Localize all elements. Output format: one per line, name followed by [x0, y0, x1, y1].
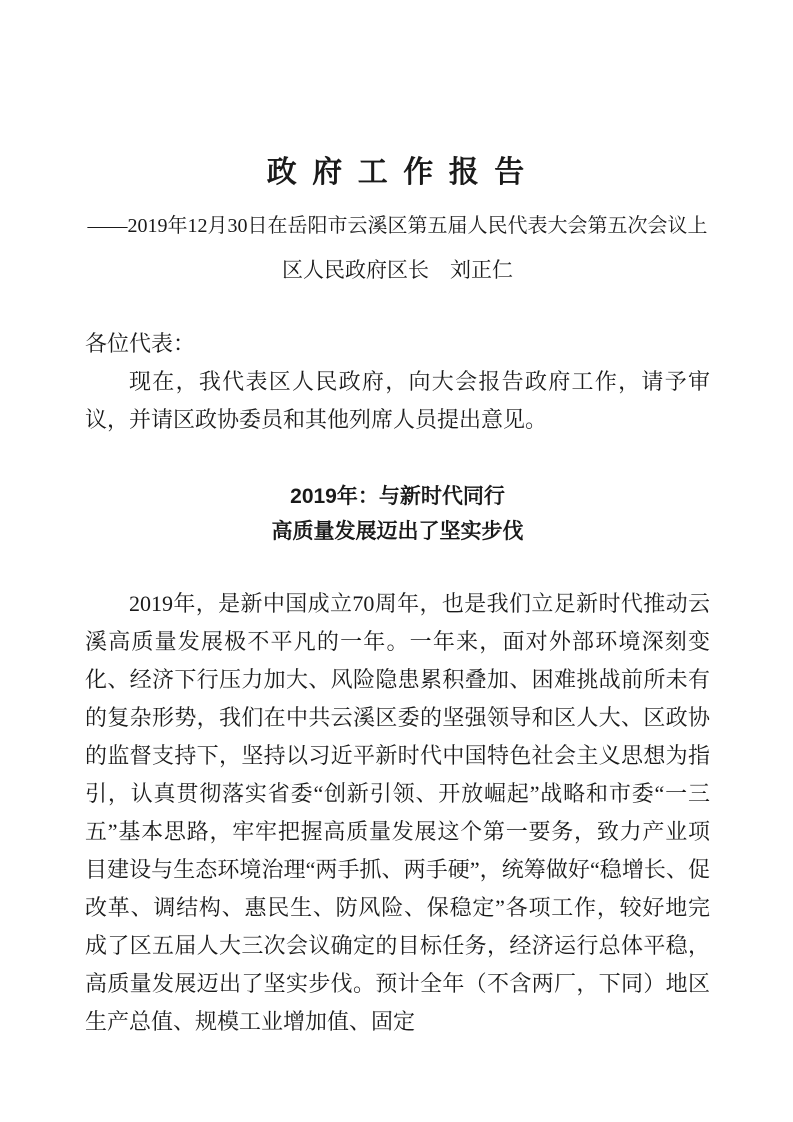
section-heading	[85, 479, 710, 549]
document-subtitle: ——2019年12月30日在岳阳市云溪区第五届人民代表大会第五次会议上	[87, 215, 708, 237]
body-paragraph: 2019年，是新中国成立70周年，也是我们立足新时代推动云溪高质量发展极不平凡的一年。一年来，面对外部环境深刻变化、经济下行压力加大、风险隐患累积叠加、困难挑战前所未有的复杂形势，我们在中共云溪区委的坚强领导和区人大、区政协的监督支持下，坚持以习近平新时代中国特色社会主义思想为指引，认真贯彻落实省委“创新引领、开放崛起”战略和市委“一三五”基本思路，牢牢把握高质量发展这个第一要务，致力产业项目建设与生态环境治理“两手抓、两手硬”，统筹做好“稳增长、促改革、调结构、惠民生、防风险、保稳定”各项工作，较好地完成了区五届人大三次会议确定的目标任务，经济运行总体平稳，高质量发展迈出了坚实步伐。预计全年（不含两厂，下同）地区生产总值、规模工业增加值、固定	[85, 591, 710, 1034]
section-heading-line1: 2019年：与新时代同行	[290, 485, 505, 508]
section-heading-line2: 高质量发展迈出了坚实步伐	[271, 520, 524, 543]
intro-paragraph: 现在，我代表区人民政府，向大会报告政府工作，请予审议，并请区政协委员和其他列席人员提出意见。	[85, 369, 710, 432]
document-title: 政 府 工 作 报 告	[266, 156, 529, 189]
presenter-line: 区人民政府区长 刘正仁	[282, 258, 513, 282]
salutation: 各位代表：	[85, 331, 196, 356]
